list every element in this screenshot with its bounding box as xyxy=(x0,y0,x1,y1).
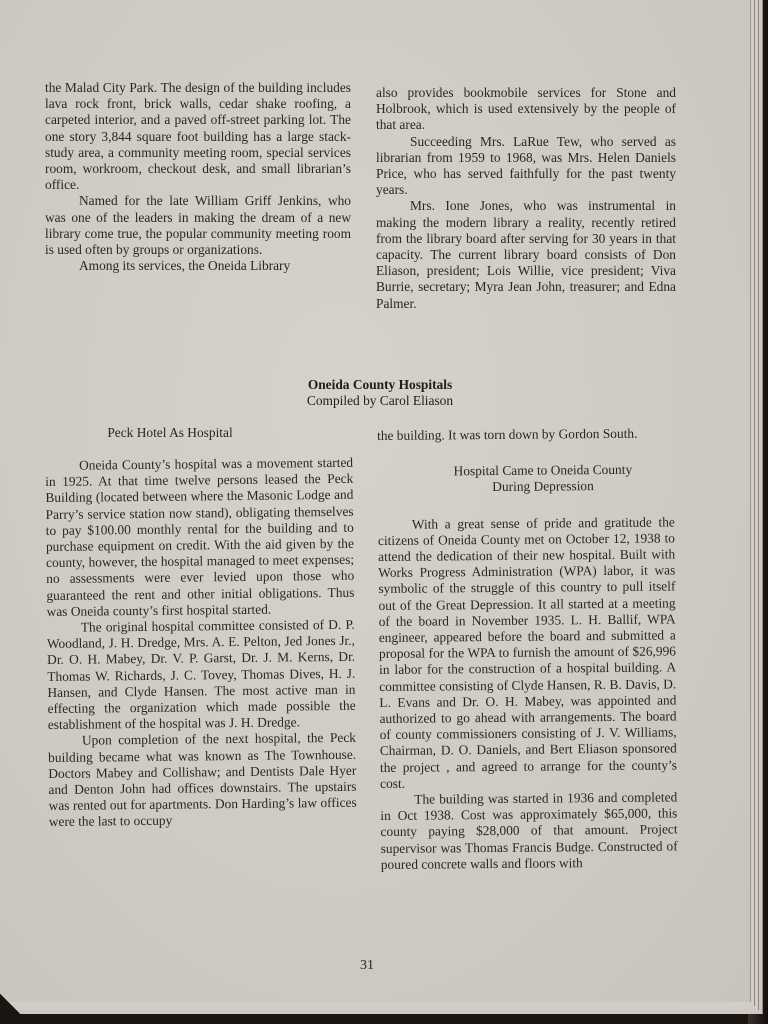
paragraph: Succeeding Mrs. LaRue Tew, who served as librarian from 1959 to 1968, was Mrs. Helen Daniels Price, who has served faithfully for the past twenty years. xyxy=(376,133,676,198)
paragraph: Upon completion of the next hospital, the Peck building became what was known as The Townhouse. Doctors Mabey and Collishaw; and Dentists Dale Hyer and Denton John had offices downstairs. The upstairs was rented out for apartments. Don Harding’s law offices were the last to occupy xyxy=(48,730,357,830)
paragraph: With a great sense of pride and gratitude the citizens of Oneida County met on October 12, 1938 to attend the dedication of their new hospital. Built with Works Progress Administration (WPA) labor, it was symbolic of the struggle of this country to pull itself out of the Great Depression. It all started at a meeting of the board in November 1935. L. H. Ballif, WPA engineer, appeared before the board and submitted a proposal for the WPA to furnish the amount of $26,996 in labor for the construction of a hospital building. A committee consisting of Clyde Hansen, R. B. Davis, D. L. Evans and Dr. O. H. Mabey, was appointed and authorized to go ahead with arrangements. The board of county commissioners consisting of J. V. Williams, Chairman, D. O. Daniels, and Bert Eliason sponsored the project , and agreed to arrange for the county’s cost. xyxy=(377,514,678,791)
subheading-hospital-line1: Hospital Came to Oneida County xyxy=(453,461,633,479)
paragraph: Oneida County’s hospital was a movement started in 1925. At that time twelve persons leased the Peck Building (located between where the Masonic Lodge and Parry’s service station now stand), obligating themselves to pay $100.00 monthly rental for the building and to purchase equipment on credit. With the aid given by the county, however, the hospital managed to meet expenses; no assessments were ever levied upon those who guaranteed the rent and other initial obligations. Thus was Oneida county’s first hospital started. xyxy=(45,454,355,619)
page-number: 31 xyxy=(360,958,374,973)
section-heading xyxy=(200,377,560,409)
paragraph: The building was started in 1936 and completed in Oct 1938. Cost was approximately $65,000, this county paying $28,000 of that amount. Project supervisor was Thomas Francis Budge. Constructed of poured concrete walls and floors with xyxy=(380,789,678,872)
section-byline: Compiled by Carol Eliason xyxy=(306,393,454,408)
paragraph: the Malad City Park. The design of the building includes lava rock front, brick walls, cedar shake roofing, a carpeted interior, and a paved off-street parking lot. The one story 3,844 square foot building has a large stack-study area, a community meeting room, special services room, workroom, checkout desk, and small librarian’s office. xyxy=(45,80,351,193)
bottom-right-column xyxy=(377,425,678,873)
paragraph: Mrs. Ione Jones, who was instrumental in making the modern library a reality, recently retired from the library board after serving for 30 years in that capacity. The current library board consists of Don Eliason, president; Lois Willie, vice president; Viva Burrie, secretary; Myra Jean John, treasurer; and Edna Palmer. xyxy=(376,198,676,311)
top-right-column xyxy=(376,85,676,312)
section-title: Oneida County Hospitals xyxy=(307,377,453,392)
paragraph: also provides bookmobile services for Stone and Holbrook, which is used extensively by the people of that area. xyxy=(376,85,676,133)
spacer xyxy=(377,442,674,465)
subheading-hospital-line2: During Depression xyxy=(492,478,594,495)
background-corner xyxy=(0,994,30,1024)
paragraph: The original hospital committee consisted of D. P. Woodland, J. H. Dredge, Mrs. A. E. Pelton, Jed Jones Jr., Dr. O. H. Mabey, Dr. V. P. Garst, Dr. J. M. Kerns, Dr. Thomas W. Richards, J. C. Tovey, Thomas Dives, H. J. Hansen, and Clyde Hansen. The most active man in effecting the organization which made possible the establishment of the hospital was J. H. Dredge. xyxy=(46,616,356,733)
paragraph: Named for the late William Griff Jenkins, who was one of the leaders in making the dream of a new library come true, the popular community meeting room is used often by groups or organizations. xyxy=(45,193,351,258)
top-left-column xyxy=(45,80,351,274)
paragraph: the building. It was torn down by Gordon South. xyxy=(377,425,638,443)
paragraph: Among its services, the Oneida Library xyxy=(79,258,291,274)
spacer xyxy=(378,494,675,517)
bottom-left-column xyxy=(45,454,357,831)
subheading-peck-hotel: Peck Hotel As Hospital xyxy=(107,425,233,440)
